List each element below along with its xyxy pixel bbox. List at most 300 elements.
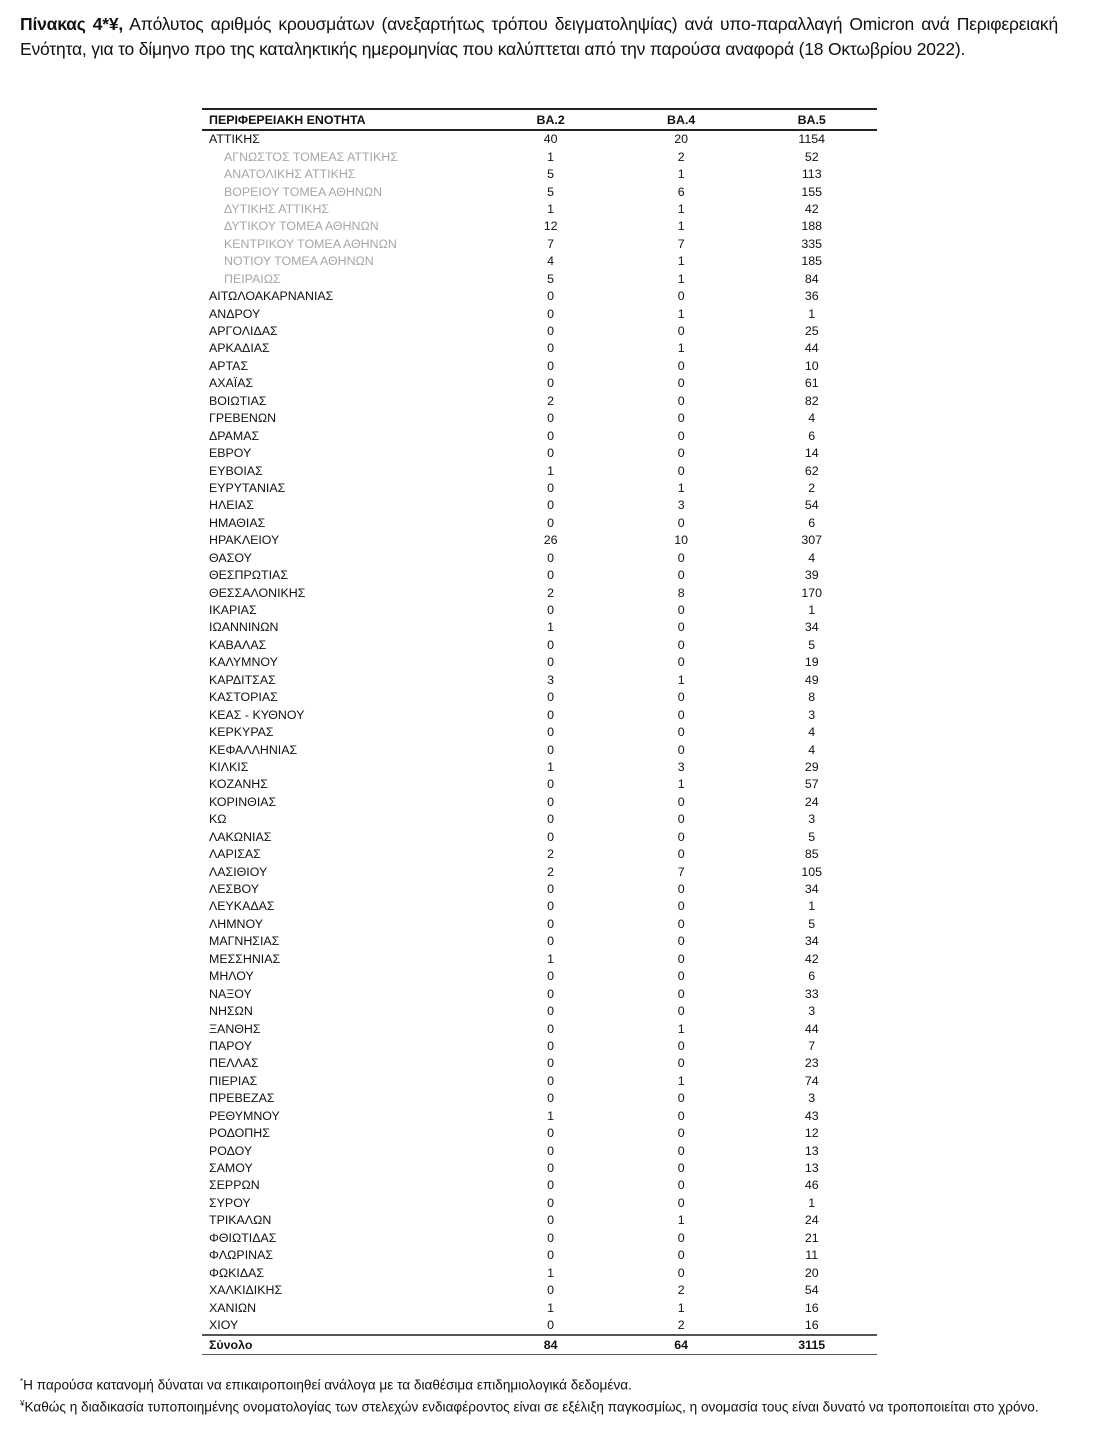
table-row [202, 515, 877, 532]
ba4-count: 1 [677, 219, 685, 234]
ba5-count: 14 [804, 446, 819, 461]
region-name: ΑΡΤΑΣ [209, 358, 249, 373]
ba4-count: 1 [677, 777, 685, 792]
ba4-count: 1 [677, 167, 685, 182]
ba5-count: 24 [804, 1213, 819, 1228]
ba5-count: 185 [801, 254, 823, 269]
region-name: ΜΗΛΟΥ [209, 969, 254, 984]
ba2-count: 0 [547, 376, 555, 391]
table-row [202, 130, 877, 148]
ba5-count: 6 [808, 969, 816, 984]
ba2-count: 1 [547, 951, 555, 966]
footnote-1-mark: * [20, 1377, 24, 1386]
region-name: ΔΥΤΙΚΗΣ ΑΤΤΙΚΗΣ [224, 201, 330, 216]
ba2-count: 0 [547, 1073, 555, 1088]
ba5-count: 20 [804, 1265, 819, 1280]
ba4-count: 0 [677, 568, 685, 583]
table-row [202, 480, 877, 497]
ba5-count: 44 [804, 1021, 819, 1036]
ba5-count: 10 [804, 358, 819, 373]
ba4-count: 0 [677, 446, 685, 461]
table-row [202, 916, 877, 933]
ba2-count: 0 [547, 1317, 555, 1332]
ba4-count: 0 [677, 847, 685, 862]
ba5-count: 5 [808, 916, 816, 931]
ba4-count: 10 [674, 533, 689, 548]
ba5-count: 188 [801, 219, 823, 234]
ba5-count: 6 [808, 515, 816, 530]
ba4-count: 0 [677, 812, 685, 827]
ba4-count: 0 [677, 637, 685, 652]
ba4-count: 0 [677, 1091, 685, 1106]
ba4-count: 0 [677, 1195, 685, 1210]
ba4-count: 0 [677, 1248, 685, 1263]
ba5-count: 34 [804, 934, 819, 949]
ba5-count: 36 [804, 289, 819, 304]
ba4-count: 0 [677, 934, 685, 949]
ba4-count: 0 [677, 1056, 685, 1071]
region-name: ΚΩ [209, 812, 227, 827]
footnotes [20, 1373, 1058, 1416]
ba5-count: 49 [804, 672, 819, 687]
footnote-2-text: Καθώς η διαδικασία τυποποιημένης ονοματολογίας των στελεχών ενδιαφέροντος είναι σε εξέλιξη παγκοσμίως, η ονομασία τους είναι δυνατό να τροποποιείται στο χρόνο. [24, 1399, 1039, 1415]
ba4-count: 0 [677, 1108, 685, 1123]
table-subrow [202, 166, 877, 183]
region-name: ΑΡΓΟΛΙΔΑΣ [209, 324, 278, 339]
ba4-count: 0 [677, 393, 685, 408]
ba5-count: 155 [801, 184, 823, 199]
ba4-count: 1 [677, 672, 685, 687]
region-name: ΓΡΕΒΕΝΩΝ [209, 411, 277, 426]
ba2-count: 1 [547, 1300, 555, 1315]
table-row [202, 933, 877, 950]
ba2-count: 0 [547, 1283, 555, 1298]
ba4-count: 0 [677, 1004, 685, 1019]
region-name: ΚΕΦΑΛΛΗΝΙΑΣ [209, 742, 298, 757]
region-name: ΛΕΥΚΑΔΑΣ [209, 899, 275, 914]
ba5-count: 113 [801, 167, 822, 182]
ba5-count: 7 [808, 1038, 816, 1053]
region-name: ΦΩΚΙΔΑΣ [209, 1265, 265, 1280]
region-name: ΣΑΜΟΥ [209, 1161, 253, 1176]
ba2-count: 0 [547, 690, 555, 705]
ba4-count: 8 [677, 585, 685, 600]
table-row [202, 706, 877, 723]
ba5-count: 335 [801, 236, 823, 251]
region-name: ΕΒΡΟΥ [209, 446, 252, 461]
ba4-count: 0 [677, 324, 685, 339]
region-name: ΧΙΟΥ [209, 1317, 239, 1332]
table-row [202, 532, 877, 549]
table-row [202, 1177, 877, 1194]
ba5-count: 16 [804, 1317, 819, 1332]
ba5-count: 34 [804, 620, 819, 635]
ba4-count: 0 [677, 1038, 685, 1053]
ba2-count: 0 [547, 1126, 555, 1141]
header-ba2: BA.2 [536, 112, 565, 127]
ba4-count: 3 [677, 759, 685, 774]
table-row [202, 1090, 877, 1107]
ba4-count: 0 [677, 794, 685, 809]
region-name: ΑΤΤΙΚΗΣ [209, 132, 260, 147]
ba4-count: 0 [677, 620, 685, 635]
ba2-count: 1 [547, 1108, 555, 1123]
ba4-count: 0 [677, 550, 685, 565]
ba5-count: 44 [804, 341, 819, 356]
region-name: ΤΡΙΚΑΛΩΝ [209, 1213, 272, 1228]
ba2-count: 2 [547, 864, 555, 879]
ba5-count: 1 [808, 899, 816, 914]
ba5-count: 4 [808, 742, 816, 757]
ba4-count: 2 [677, 1317, 685, 1332]
table-subrow [202, 236, 877, 253]
table-row [202, 1003, 877, 1020]
region-name: ΡΟΔΟΥ [209, 1143, 253, 1158]
region-name: ΚΑΣΤΟΡΙΑΣ [209, 690, 278, 705]
ba2-count: 0 [547, 1091, 555, 1106]
ba4-count: 7 [677, 864, 685, 879]
region-name: ΜΑΓΝΗΣΙΑΣ [209, 934, 280, 949]
ba2-count: 0 [547, 289, 555, 304]
ba4-count: 0 [677, 358, 685, 373]
ba2-count: 0 [547, 742, 555, 757]
header-ba5: BA.5 [797, 112, 826, 127]
table-row [202, 1212, 877, 1229]
table-row [202, 968, 877, 985]
ba2-count: 2 [547, 847, 555, 862]
ba2-count: 1 [547, 463, 555, 478]
ba2-count: 0 [547, 603, 555, 618]
ba2-count: 0 [547, 969, 555, 984]
ba4-count: 0 [677, 1143, 685, 1158]
table-row [202, 898, 877, 915]
region-name: ΦΘΙΩΤΙΔΑΣ [209, 1230, 277, 1245]
table-row [202, 550, 877, 567]
region-name: ΦΛΩΡΙΝΑΣ [209, 1248, 274, 1263]
table-row [202, 1055, 877, 1072]
ba4-count: 0 [677, 1126, 685, 1141]
ba4-count: 0 [677, 725, 685, 740]
ba2-count: 3 [547, 672, 555, 687]
ba5-count: 12 [804, 1126, 819, 1141]
ba4-count: 0 [677, 655, 685, 670]
table-row [202, 741, 877, 758]
ba4-count: 0 [677, 899, 685, 914]
ba4-count: 1 [677, 480, 685, 495]
ba5-count: 11 [805, 1248, 819, 1263]
ba2-count: 0 [547, 306, 555, 321]
ba2-count: 5 [547, 184, 555, 199]
table-row [202, 1282, 877, 1299]
table-row [202, 358, 877, 375]
ba4-count: 1 [677, 341, 685, 356]
region-name: ΚΑΛΥΜΝΟΥ [209, 655, 278, 670]
ba5-count: 29 [804, 759, 819, 774]
ba2-count: 0 [547, 428, 555, 443]
omicron-cases-table [202, 108, 877, 1355]
region-name: ΘΕΣΠΡΩΤΙΑΣ [209, 568, 288, 583]
ba2-count: 0 [547, 515, 555, 530]
ba2-count: 1 [547, 1265, 555, 1280]
region-name: ΚΕΝΤΡΙΚΟΥ ΤΟΜΕΑ ΑΘΗΝΩΝ [224, 236, 397, 251]
ba2-count: 7 [547, 236, 555, 251]
ba2-count: 0 [547, 899, 555, 914]
region-name: ΧΑΛΚΙΔΙΚΗΣ [209, 1283, 283, 1298]
region-name: ΙΚΑΡΙΑΣ [209, 603, 257, 618]
region-name: ΚΙΛΚΙΣ [209, 759, 249, 774]
ba4-count: 0 [677, 690, 685, 705]
ba5-count: 74 [804, 1073, 819, 1088]
table-row [202, 724, 877, 741]
region-name: ΗΡΑΚΛΕΙΟΥ [209, 533, 280, 548]
ba2-count: 0 [547, 498, 555, 513]
region-name: ΠΑΡΟΥ [209, 1038, 252, 1053]
ba2-count: 0 [547, 341, 555, 356]
ba5-count: 4 [808, 411, 816, 426]
region-name: ΛΕΣΒΟΥ [209, 882, 259, 897]
ba2-count: 0 [547, 568, 555, 583]
ba4-count: 2 [677, 149, 685, 164]
table-row [202, 776, 877, 793]
ba2-count: 0 [547, 1178, 555, 1193]
ba4-count: 0 [677, 1178, 685, 1193]
ba2-count: 12 [543, 219, 558, 234]
region-name: ΚΟΖΑΝΗΣ [209, 777, 268, 792]
table-row [202, 1264, 877, 1281]
ba4-count: 0 [677, 916, 685, 931]
total-label: Σύνολο [209, 1338, 253, 1353]
region-name: ΑΝΑΤΟΛΙΚΗΣ ΑΤΤΙΚΗΣ [224, 167, 356, 182]
ba5-count: 85 [804, 847, 819, 862]
ba5-count: 3 [808, 1004, 816, 1019]
table-row [202, 427, 877, 444]
ba2-count: 0 [547, 725, 555, 740]
region-name: ΕΥΡΥΤΑΝΙΑΣ [209, 480, 286, 495]
ba4-count: 0 [677, 289, 685, 304]
region-name: ΧΑΝΙΩΝ [209, 1300, 257, 1315]
ba2-count: 5 [547, 271, 555, 286]
caption-label: Πίνακας 4*¥, [20, 14, 124, 34]
ba2-count: 0 [547, 637, 555, 652]
ba2-count: 0 [547, 882, 555, 897]
ba5-count: 4 [808, 550, 816, 565]
ba2-count: 0 [547, 1004, 555, 1019]
ba2-count: 0 [547, 446, 555, 461]
table-row [202, 619, 877, 636]
region-name: ΚΟΡΙΝΘΙΑΣ [209, 794, 277, 809]
region-name: ΚΑΒΑΛΑΣ [209, 637, 267, 652]
ba2-count: 1 [547, 620, 555, 635]
table-row [202, 985, 877, 1002]
caption-text: Απόλυτος αριθμός κρουσμάτων (ανεξαρτήτως τρόπου δειγματοληψίας) ανά υπο-παραλλαγή Omicron ανά Περιφερειακή Ενότητα, για το δίμηνο προ της καταληκτικής ημερομηνίας που καλύπτεται από την παρούσα αναφορά (18 Οκτωβρίου 2022). [20, 14, 1058, 59]
region-name: ΝΟΤΙΟΥ ΤΟΜΕΑ ΑΘΗΝΩΝ [224, 254, 374, 269]
ba5-count: 16 [804, 1300, 819, 1315]
ba2-count: 1 [547, 149, 555, 164]
ba4-count: 0 [677, 411, 685, 426]
ba5-count: 1 [808, 603, 816, 618]
table-row [202, 1073, 877, 1090]
table-row [202, 1020, 877, 1037]
ba5-count: 54 [804, 1283, 819, 1298]
ba5-count: 1 [808, 306, 816, 321]
table-subrow [202, 201, 877, 218]
footnote-1-text: Η παρούσα κατανομή δύναται να επικαιροποιηθεί ανάλογα με τα διαθέσιμα επιδημιολογικά δεδομένα. [23, 1377, 632, 1393]
ba5-count: 25 [804, 324, 819, 339]
ba4-count: 0 [677, 463, 685, 478]
table-row [202, 829, 877, 846]
table-row [202, 462, 877, 479]
region-name: ΠΡΕΒΕΖΑΣ [209, 1091, 275, 1106]
ba4-count: 6 [677, 184, 685, 199]
region-name: ΞΑΝΘΗΣ [209, 1021, 261, 1036]
ba4-count: 2 [677, 1283, 685, 1298]
ba4-count: 0 [677, 376, 685, 391]
ba2-count: 0 [547, 655, 555, 670]
table-row [202, 1247, 877, 1264]
ba4-count: 20 [674, 132, 689, 147]
ba5-count: 3 [808, 812, 816, 827]
region-name: ΠΙΕΡΙΑΣ [209, 1073, 258, 1088]
ba4-count: 1 [677, 201, 685, 216]
table-subrow [202, 218, 877, 235]
ba5-count: 46 [804, 1178, 819, 1193]
table-row [202, 951, 877, 968]
table-subrow [202, 253, 877, 270]
ba2-count: 5 [547, 167, 555, 182]
ba4-count: 1 [677, 271, 685, 286]
ba4-count: 3 [677, 498, 685, 513]
ba5-count: 24 [804, 794, 819, 809]
ba5-count: 84 [804, 271, 819, 286]
ba5-count: 3 [808, 1091, 816, 1106]
ba4-count: 0 [677, 951, 685, 966]
ba2-count: 0 [547, 1143, 555, 1158]
ba5-count: 170 [801, 585, 823, 600]
table-row [202, 305, 877, 322]
region-name: ΠΕΙΡΑΙΩΣ [224, 271, 281, 286]
region-name: ΕΥΒΟΙΑΣ [209, 463, 263, 478]
ba5-count: 5 [808, 637, 816, 652]
ba2-count: 4 [547, 254, 555, 269]
ba4-count: 0 [677, 707, 685, 722]
region-name: ΛΑΡΙΣΑΣ [209, 847, 261, 862]
region-name: ΛΑΣΙΘΙΟΥ [209, 864, 268, 879]
region-name: ΗΜΑΘΙΑΣ [209, 515, 266, 530]
table-row [202, 410, 877, 427]
table-row [202, 1125, 877, 1142]
table-row [202, 846, 877, 863]
ba4-count: 1 [677, 254, 685, 269]
region-name: ΑΙΤΩΛΟΑΚΑΡΝΑΝΙΑΣ [209, 289, 334, 304]
table-body [202, 130, 877, 1335]
region-name: ΛΗΜΝΟΥ [209, 916, 263, 931]
table-row [202, 689, 877, 706]
ba5-count: 42 [804, 201, 819, 216]
ba2-count: 2 [547, 393, 555, 408]
total-ba5: 3115 [798, 1338, 826, 1353]
table-row [202, 288, 877, 305]
footnote-2 [20, 1395, 1058, 1417]
ba5-count: 6 [808, 428, 816, 443]
table-subrow [202, 148, 877, 165]
table-subrow [202, 183, 877, 200]
table-row [202, 759, 877, 776]
ba4-count: 0 [677, 1161, 685, 1176]
region-name: ΔΥΤΙΚΟΥ ΤΟΜΕΑ ΑΘΗΝΩΝ [224, 219, 379, 234]
ba4-count: 0 [677, 603, 685, 618]
ba2-count: 0 [547, 1248, 555, 1263]
region-name: ΗΛΕΙΑΣ [209, 498, 254, 513]
table-caption [20, 12, 1058, 62]
ba2-count: 1 [547, 759, 555, 774]
region-name: ΚΑΡΔΙΤΣΑΣ [209, 672, 276, 687]
ba5-count: 62 [804, 463, 819, 478]
ba5-count: 13 [804, 1143, 819, 1158]
ba4-count: 0 [677, 986, 685, 1001]
ba2-count: 0 [547, 812, 555, 827]
region-name: ΝΗΣΩΝ [209, 1004, 253, 1019]
table-row [202, 1038, 877, 1055]
ba2-count: 0 [547, 829, 555, 844]
ba4-count: 7 [677, 236, 685, 251]
ba4-count: 0 [677, 969, 685, 984]
table-row [202, 811, 877, 828]
region-name: ΚΕΑΣ - ΚΥΘΝΟΥ [209, 707, 305, 722]
ba5-count: 39 [804, 568, 819, 583]
region-name: ΒΟΡΕΙΟΥ ΤΟΜΕΑ ΑΘΗΝΩΝ [224, 184, 383, 199]
table-subrow [202, 271, 877, 288]
ba5-count: 43 [804, 1108, 819, 1123]
ba5-count: 19 [804, 655, 819, 670]
ba2-count: 0 [547, 916, 555, 931]
table-row [202, 1317, 877, 1335]
table-row [202, 340, 877, 357]
ba4-count: 0 [677, 742, 685, 757]
region-name: ΡΟΔΟΠΗΣ [209, 1126, 270, 1141]
total-row [202, 1335, 877, 1355]
ba2-count: 0 [547, 1038, 555, 1053]
footnote-1 [20, 1373, 1058, 1395]
ba4-count: 1 [677, 306, 685, 321]
ba2-count: 0 [547, 1021, 555, 1036]
ba2-count: 0 [547, 794, 555, 809]
ba5-count: 21 [804, 1230, 819, 1245]
ba5-count: 61 [804, 376, 819, 391]
region-name: ΜΕΣΣΗΝΙΑΣ [209, 951, 281, 966]
ba5-count: 54 [804, 498, 819, 513]
table-row [202, 323, 877, 340]
region-name: ΠΕΛΛΑΣ [209, 1056, 259, 1071]
ba4-count: 0 [677, 1265, 685, 1280]
table-row [202, 445, 877, 462]
region-name: ΡΕΘΥΜΝΟΥ [209, 1108, 280, 1123]
total-ba2: 84 [543, 1338, 558, 1353]
ba2-count: 0 [547, 1195, 555, 1210]
ba4-count: 1 [677, 1300, 685, 1315]
table-row [202, 1195, 877, 1212]
region-name: ΚΕΡΚΥΡΑΣ [209, 725, 274, 740]
region-name: ΒΟΙΩΤΙΑΣ [209, 393, 267, 408]
region-name: ΘΑΣΟΥ [209, 550, 252, 565]
ba5-count: 57 [804, 777, 819, 792]
table-row [202, 375, 877, 392]
ba5-count: 23 [804, 1056, 819, 1071]
ba5-count: 42 [804, 951, 819, 966]
ba4-count: 0 [677, 882, 685, 897]
ba2-count: 0 [547, 1230, 555, 1245]
ba5-count: 1154 [798, 132, 826, 147]
table-row [202, 637, 877, 654]
